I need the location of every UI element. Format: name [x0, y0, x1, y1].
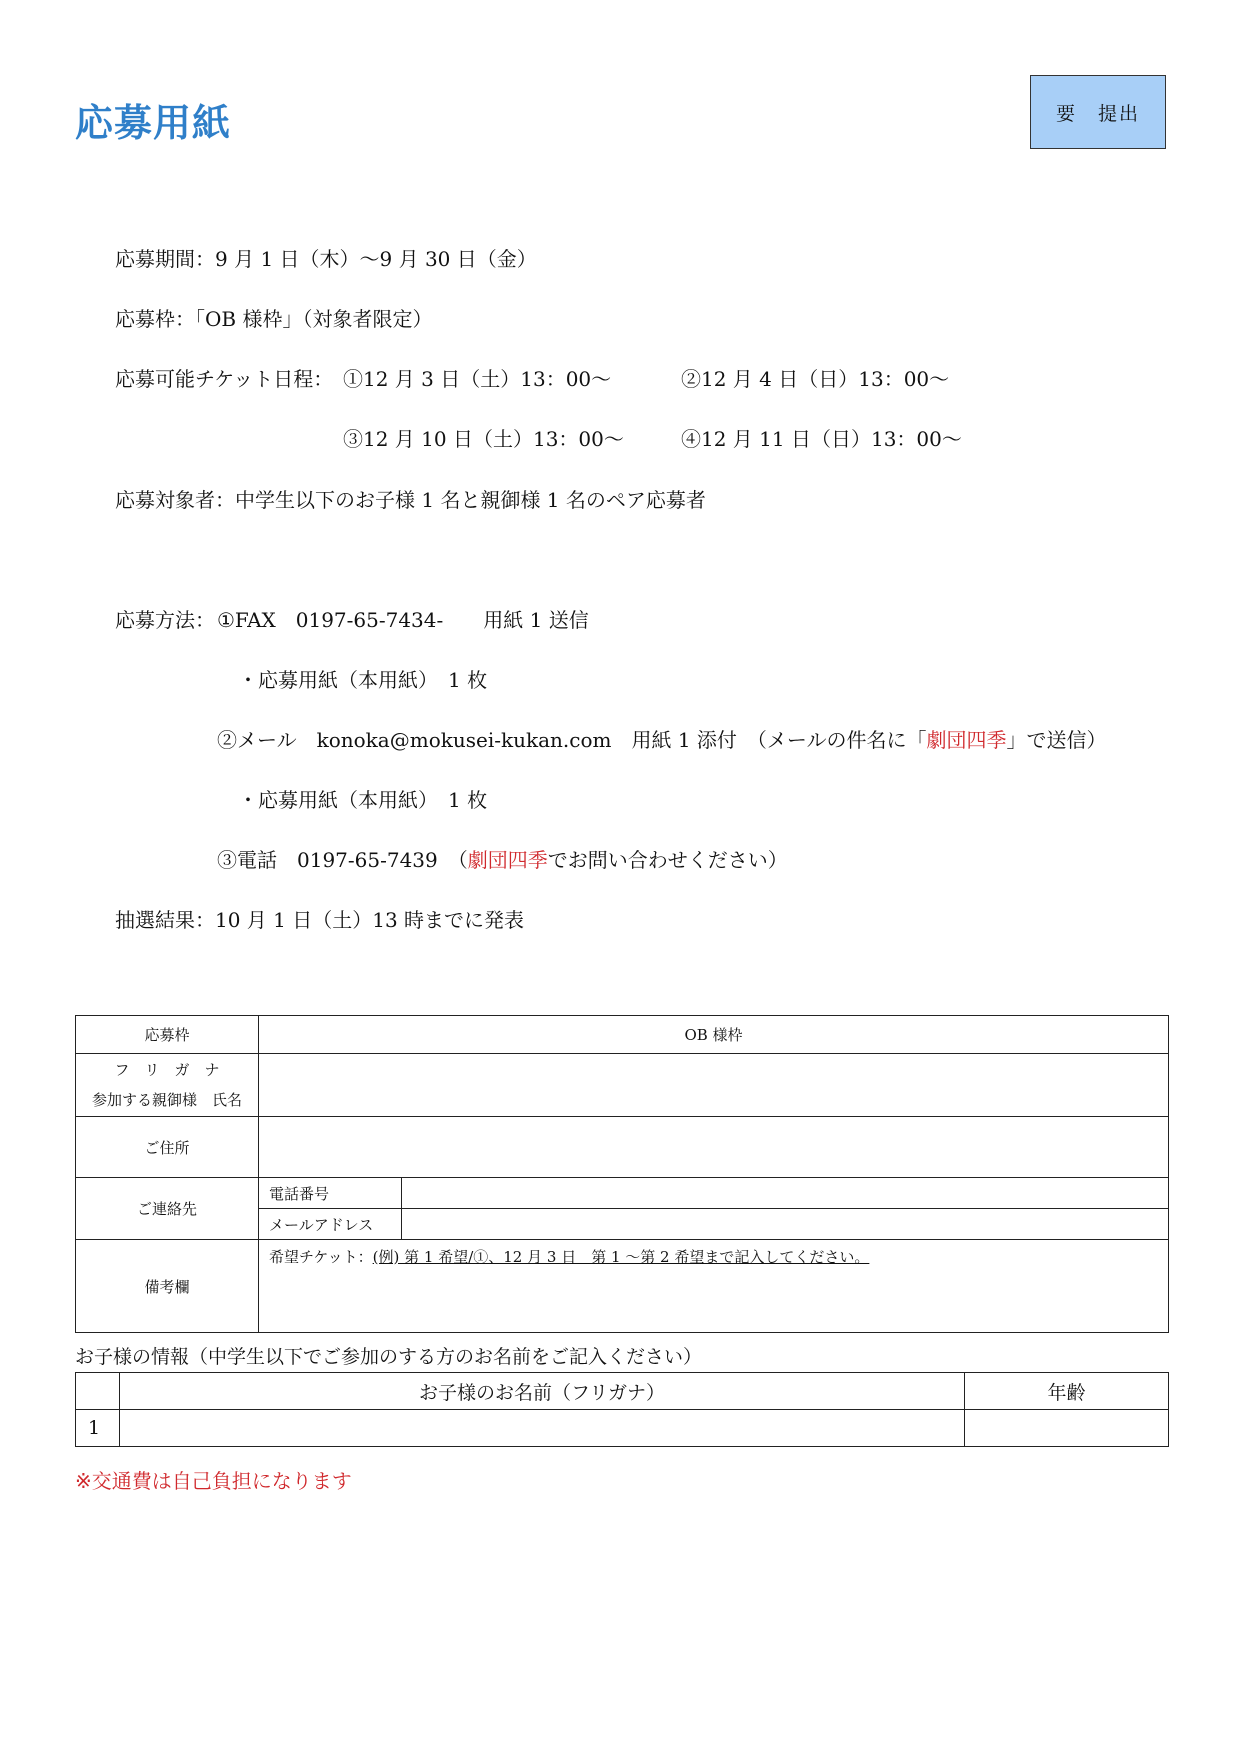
- phone-field[interactable]: [402, 1178, 1169, 1209]
- submit-required-badge: 要 提出: [1030, 75, 1166, 149]
- schedule-date-1: ①12 月 3 日（土）13：00～: [343, 367, 612, 391]
- slot-value: OB 様枠: [259, 1016, 1169, 1054]
- method-fax: ①FAX 0197-65-7434- 用紙 1 送信: [217, 608, 589, 632]
- schedule-date-3: ③12 月 10 日（土）13：00～: [343, 427, 624, 451]
- child-age-field[interactable]: [965, 1410, 1169, 1447]
- parent-name-label-text: 参加する親御様 氏名: [91, 1091, 242, 1109]
- mail-text-pre: ②メール konoka@mokusei-kukan.com 用紙 1 添付 （メールの件名に「: [217, 728, 927, 752]
- method-tel: [217, 844, 788, 873]
- tel-highlight: 劇団四季: [467, 848, 548, 872]
- method-mail: [217, 724, 1107, 753]
- phone-label: 電話番号: [259, 1178, 402, 1209]
- email-field[interactable]: [402, 1209, 1169, 1240]
- application-form-table: [75, 1015, 1169, 1333]
- age-header: 年齢: [965, 1373, 1169, 1410]
- child-name-field[interactable]: [120, 1410, 965, 1447]
- method-label: 応募方法：: [115, 608, 215, 632]
- schedule-date-4: ④12 月 11 日（日）13：00～: [681, 427, 962, 451]
- target-applicants: 応募対象者：中学生以下のお子様 1 名と親御様 1 名のペア応募者: [115, 488, 706, 512]
- email-label: メールアドレス: [259, 1209, 402, 1240]
- schedule-date-2: ②12 月 4 日（日）13：00～: [681, 367, 950, 391]
- remarks-label: 備考欄: [76, 1240, 259, 1333]
- page-title: 応募用紙: [75, 101, 232, 145]
- mail-text-post: 」で送信）: [1006, 728, 1107, 752]
- parent-name-field[interactable]: [259, 1054, 1169, 1117]
- tel-text-post: でお問い合わせください）: [547, 848, 788, 872]
- application-slot: 応募枠：「OB 様枠」（対象者限定）: [115, 307, 433, 331]
- row-number: 1: [76, 1410, 120, 1447]
- furigana-label: フ リ ガ ナ: [114, 1061, 220, 1079]
- tel-text-pre: ③電話 0197-65-7439 （: [217, 848, 468, 872]
- remarks-prefix: 希望チケット：: [269, 1248, 373, 1266]
- address-field[interactable]: [259, 1117, 1169, 1178]
- mail-subject-highlight: 劇団四季: [926, 728, 1007, 752]
- lottery-result: 抽選結果：10 月 1 日（土）13 時までに発表: [115, 908, 525, 932]
- schedule-label: 応募可能チケット日程：: [115, 367, 334, 391]
- contact-label: ご連絡先: [76, 1178, 259, 1240]
- transport-note: ※交通費は自己負担になります: [75, 1469, 352, 1493]
- remarks-field[interactable]: [259, 1240, 1169, 1333]
- remarks-example: (例) 第 1 希望/①、12 月 3 日 第 1 ～第 2 希望まで記入してください。: [372, 1248, 870, 1266]
- method-fax-item: ・応募用紙（本用紙） 1 枚: [238, 668, 488, 692]
- parent-name-label: [76, 1054, 259, 1117]
- slot-label: 応募枠: [76, 1016, 259, 1054]
- child-name-header: お子様のお名前（フリガナ）: [120, 1373, 965, 1410]
- method-mail-item: ・応募用紙（本用紙） 1 枚: [238, 788, 488, 812]
- number-header: [76, 1373, 120, 1410]
- children-table: [75, 1372, 1169, 1447]
- application-period: 応募期間：9 月 1 日（木）～9 月 30 日（金）: [115, 247, 537, 271]
- children-caption: お子様の情報（中学生以下でご参加のする方のお名前をご記入ください）: [75, 1346, 703, 1368]
- address-label: ご住所: [76, 1117, 259, 1178]
